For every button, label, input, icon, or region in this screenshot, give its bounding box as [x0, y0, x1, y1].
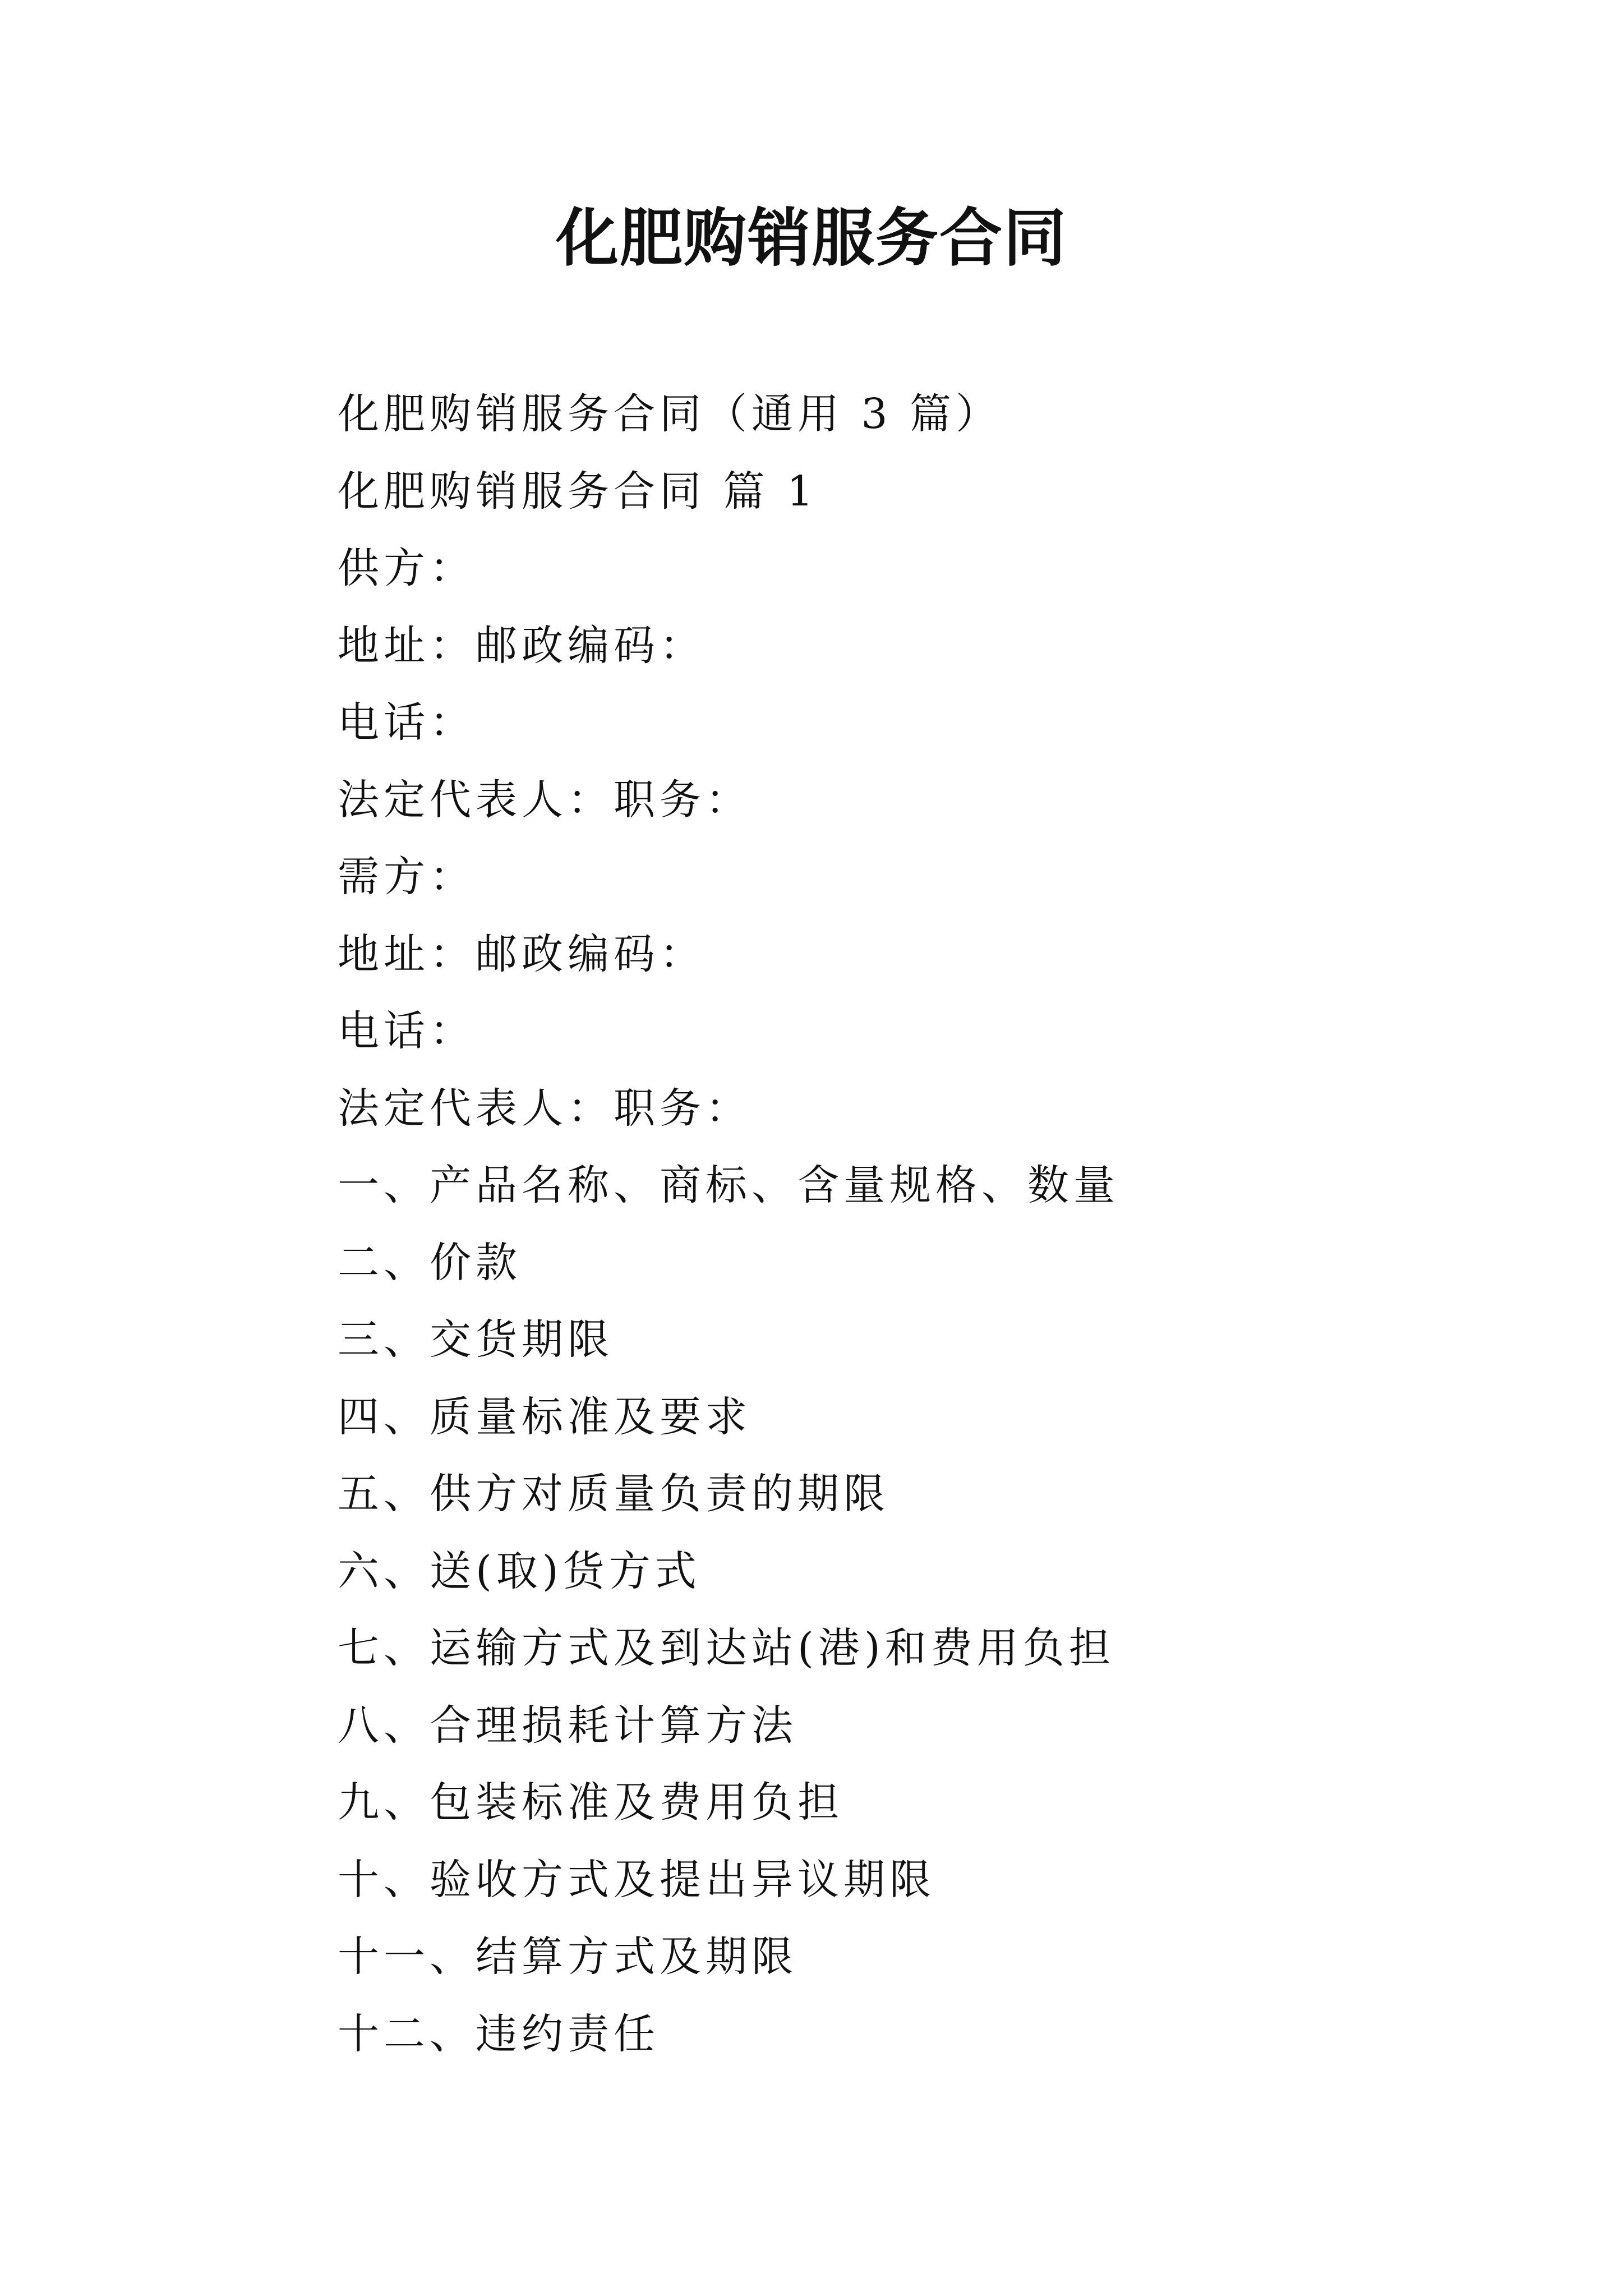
buyer-phone-line: 电话： — [338, 1007, 476, 1055]
clause-line: 四、质量标准及要求 — [338, 1392, 751, 1441]
buyer-representative-line: 法定代表人：职务： — [338, 1084, 751, 1133]
clause-line: 六、送(取)货方式 — [338, 1547, 701, 1595]
doc-heading-line: 化肥购销服务合同（通用 3 篇） — [338, 390, 1002, 438]
clause-line: 五、供方对质量负责的期限 — [338, 1470, 889, 1518]
buyer-line: 需方： — [338, 853, 476, 901]
clause-line: 八、合理损耗计算方法 — [338, 1701, 797, 1750]
clause-line: 三、交货期限 — [338, 1315, 614, 1364]
clause-line: 十一、结算方式及期限 — [338, 1932, 797, 1981]
clause-line: 一、产品名称、商标、含量规格、数量 — [338, 1161, 1119, 1209]
supplier-address-line: 地址：邮政编码： — [338, 621, 706, 670]
section-heading-line: 化肥购销服务合同 篇 1 — [338, 467, 818, 516]
supplier-phone-line: 电话： — [338, 698, 476, 747]
supplier-representative-line: 法定代表人：职务： — [338, 775, 751, 824]
clause-line: 十、验收方式及提出异议期限 — [338, 1855, 935, 1904]
buyer-address-line: 地址：邮政编码： — [338, 930, 706, 978]
document-title: 化肥购销服务合同 — [556, 201, 1067, 275]
clause-line: 十二、违约责任 — [338, 2009, 660, 2058]
document-body — [338, 376, 1459, 2073]
clause-line: 九、包装标准及费用负担 — [338, 1778, 843, 1826]
supplier-line: 供方： — [338, 544, 476, 592]
clause-line: 七、运输方式及到达站(港)和费用负担 — [338, 1624, 1115, 1672]
clause-line: 二、价款 — [338, 1238, 522, 1287]
